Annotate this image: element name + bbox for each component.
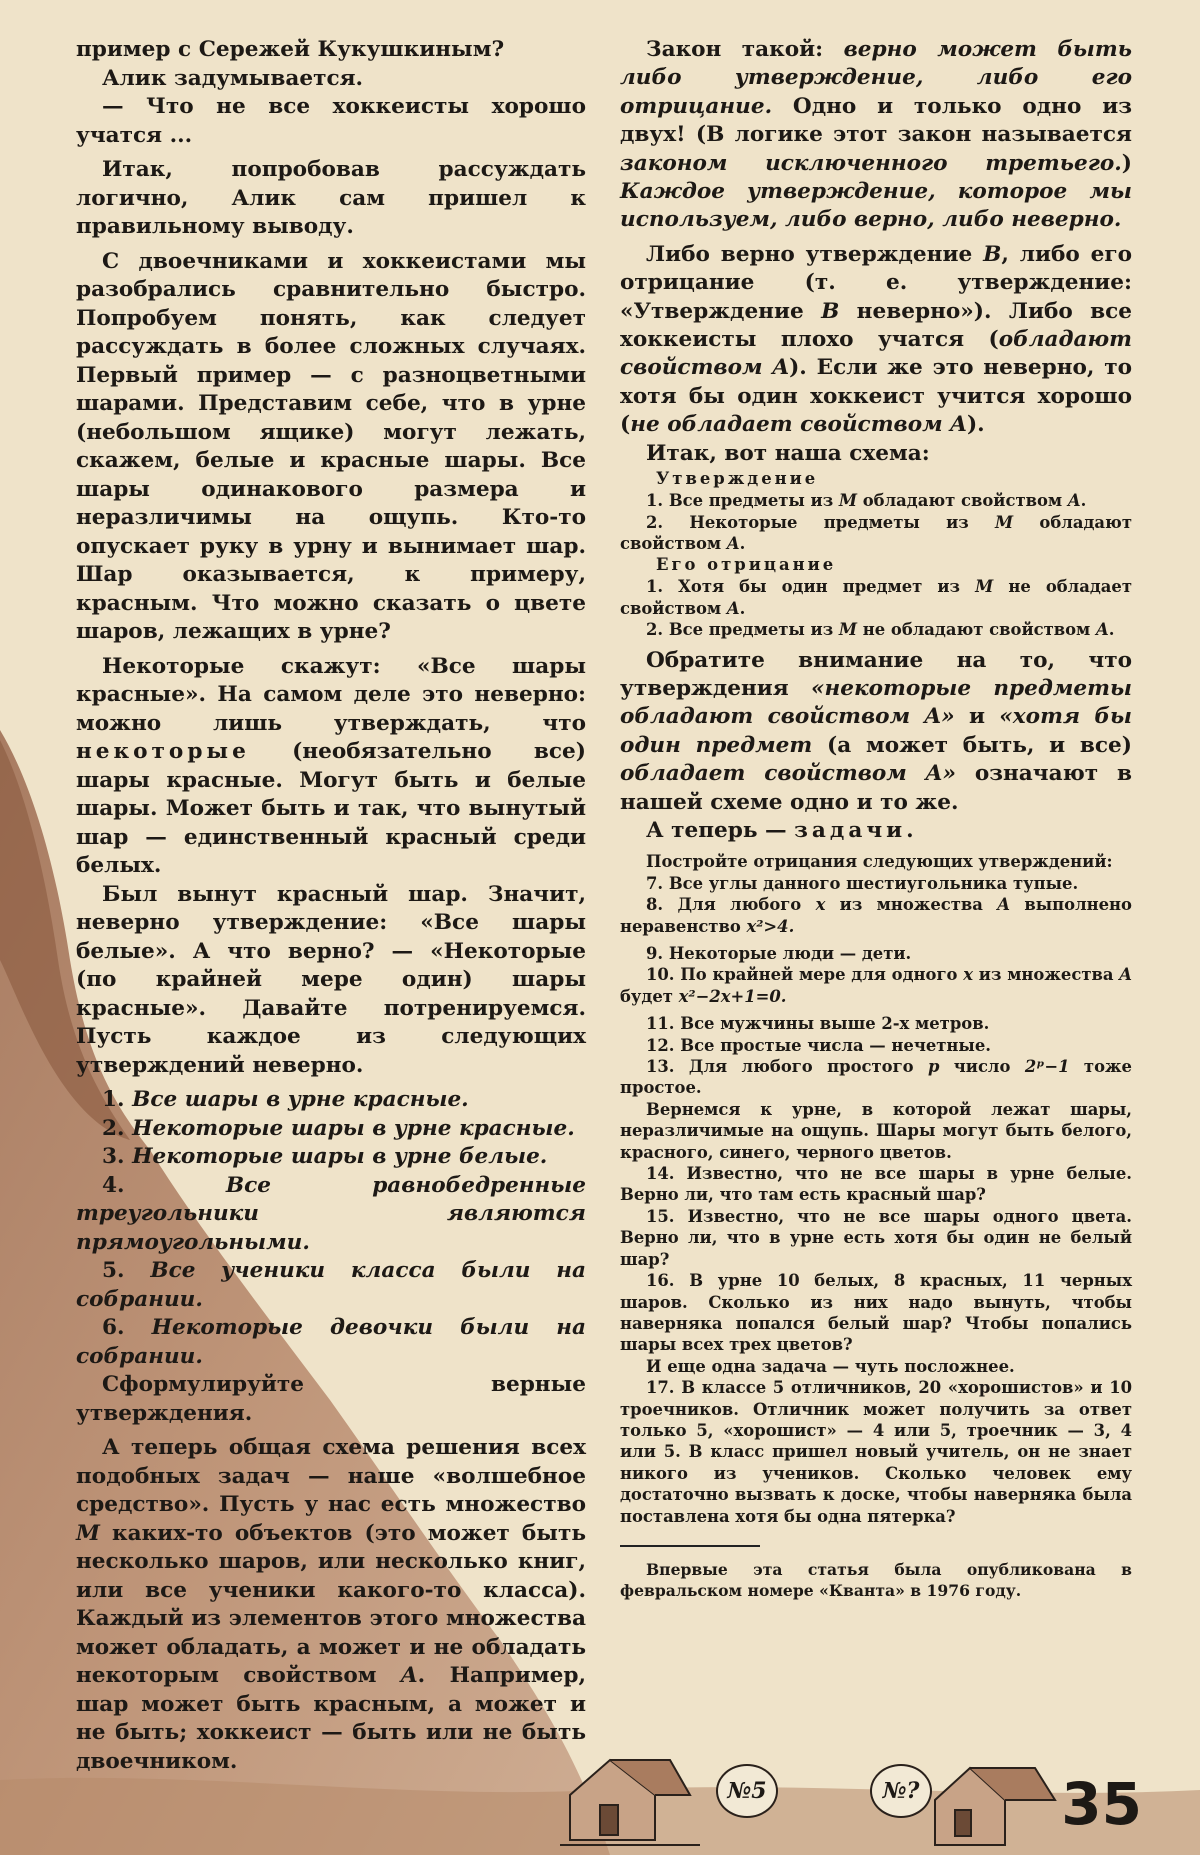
task-item: 13. Для любого простого p число 2ᵖ−1 тоже простое. [620, 1057, 1132, 1098]
paragraph: Закон такой: верно может быть либо утверждение, либо его отрицание. Одно и только одно из двух! (В логике этот закон называется законом исключенного третьего.) Каждое утверждение, которое мы используем, либо верно, либо неверно. [620, 37, 1132, 233]
task-intro: Постройте отрицания следующих утверждений: [646, 852, 1113, 872]
paragraph: Итак, вот наша схема: [646, 440, 930, 466]
list-item: 1. Все шары в урне красные. [102, 1087, 469, 1112]
section-label: Утверждение [656, 469, 819, 489]
left-column [76, 36, 586, 1776]
scheme-item: 1. Хотя бы один предмет из M не обладает свойством A. [620, 577, 1132, 618]
footnote: Впервые эта статья была опубликована в февральском номере «Кванта» в 1976 году. [620, 1559, 1132, 1600]
paragraph: Алик задумывается. [102, 65, 364, 91]
paragraph: Был вынут красный шар. Значит, неверно утверждение: «Все шары белые». А что верно? — «Некоторые (по крайней мере один) шары красные». Давайте потренируемся. Пусть каждое из следующих утверждений неверно. [76, 881, 586, 1078]
spaced-emphasis: некоторые [76, 739, 250, 764]
task-item: 11. Все мужчины выше 2-х метров. [646, 1014, 990, 1034]
section-heading: А теперь — задачи. [646, 817, 918, 843]
task-item: 14. Известно, что не все шары в урне белые. Верно ли, что там есть красный шар? [620, 1164, 1132, 1205]
paragraph: И еще одна задача — чуть посложнее. [646, 1356, 1015, 1376]
scheme-item: 2. Некоторые предметы из M обладают свойством A. [620, 512, 1132, 553]
task-item: 10. По крайней мере для одного x из множества A будет x²−2x+1=0. [620, 965, 1132, 1006]
right-column [620, 36, 1132, 1601]
house-drawing-right [925, 1750, 1065, 1850]
list-item: 4. Все равнобедренные треугольники являются прямоугольными. [76, 1172, 586, 1255]
sign-number-unknown: №? [870, 1764, 932, 1818]
list-item: 6. Некоторые девочки были на собрании. [76, 1315, 586, 1369]
scheme-item: 2. Все предметы из M не обладают свойством A. [646, 620, 1115, 640]
task-item: 9. Некоторые люди — дети. [646, 944, 912, 963]
task-item: 12. Все простые числа — нечетные. [646, 1035, 991, 1055]
list-item: 5. Все ученики класса были на собрании. [76, 1258, 586, 1312]
paragraph: Вернемся к урне, в которой лежат шары, неразличимые на ощупь. Шары могут быть белого, красного, синего, черного цветов. [620, 1099, 1132, 1162]
paragraph: А теперь общая схема решения всех подобных задач — наше «волшебное средство». Пусть у нас есть множество M каких-то объектов (это может быть несколько шаров, или несколько книг, или все ученики какого-то класса). Каждый из элементов этого множества может обладать, а может и не обладать некоторым свойством A. Например, шар может быть красным, а может и не быть; хоккеист — быть или не быть двоечником. [76, 1435, 586, 1774]
task-item: 7. Все углы данного шестиугольника тупые. [646, 873, 1079, 893]
scheme-item: 1. Все предметы из M обладают свойством A. [646, 491, 1087, 511]
sign-number-5: №5 [716, 1764, 778, 1818]
section-label: Его отрицание [656, 555, 837, 575]
task-item: 17. В классе 5 отличников, 20 «хорошистов» и 10 троечников. Отличник может получить за ответ только 5, «хорошист» — 4 или 5, троечник — 3, 4 или 5. В класс пришел новый учитель, он не знает никого из учеников. Сколько человек ему достаточно вызвать к доске, чтобы наверняка была поставлена хотя бы одна пятерка? [620, 1378, 1132, 1526]
paragraph: Сформулируйте верные утверждения. [76, 1372, 586, 1426]
paragraph: пример с Сережей Кукушкиным? [76, 37, 505, 62]
list-item: 2. Некоторые шары в урне красные. [102, 1115, 575, 1141]
paragraph: — Что не все хоккеисты хорошо учатся ... [76, 94, 586, 148]
task-item: 8. Для любого x из множества A выполнено неравенство x²>4. [620, 895, 1132, 936]
paragraph: Итак, попробовав рассуждать логично, Алик сам пришел к правильному выводу. [76, 157, 586, 239]
list-item: 3. Некоторые шары в урне белые. [102, 1144, 548, 1169]
paragraph: Некоторые скажут: «Все шары красные». На самом деле это неверно: можно лишь утверждать, что некоторые (необязательно все) шары красные. Могут быть и белые шары. Может быть и так, что вынутый шар — единственный красный среди белых. [76, 653, 586, 878]
paragraph: С двоечниками и хоккеистами мы разобрались сравнительно быстро. Попробуем понять, как следует рассуждать в более сложных случаях. Первый пример — с разноцветными шарами. Представим себе, что в урне (небольшом ящике) могут лежать, скажем, белые и красные шары. Все шары одинакового размера и неразличимы на ощупь. Кто-то опускает руку в урну и вынимает шар. Шар оказывается, к примеру, красным. Что можно сказать о цвете шаров, лежащих в урне? [76, 248, 586, 644]
task-item: 16. В урне 10 белых, 8 красных, 11 черных шаров. Сколько из них надо вынуть, чтобы наверняка попался белый шар? Чтобы попались шары всех трех цветов? [620, 1271, 1132, 1355]
paragraph: Либо верно утверждение B, либо его отрицание (т. е. утверждение: «Утверждение B неверно»). Либо все хоккеисты плохо учатся (обладают свойством A). Если же это неверно, то хотя бы один хоккеист учится хорошо (не обладает свойством A). [620, 241, 1132, 438]
task-item: 15. Известно, что не все шары одного цвета. Верно ли, что в урне есть хотя бы один не белый шар? [620, 1206, 1132, 1269]
statement-list [76, 1086, 586, 1371]
page-number: 35 [1061, 1770, 1142, 1838]
footnote-rule [620, 1545, 760, 1547]
paragraph: Обратите внимание на то, что утверждения «некоторые предметы обладают свойством A» и «хотя бы один предмет (а может быть, и все) обладает свойством A» означают в нашей схеме одно и то же. [620, 647, 1133, 815]
